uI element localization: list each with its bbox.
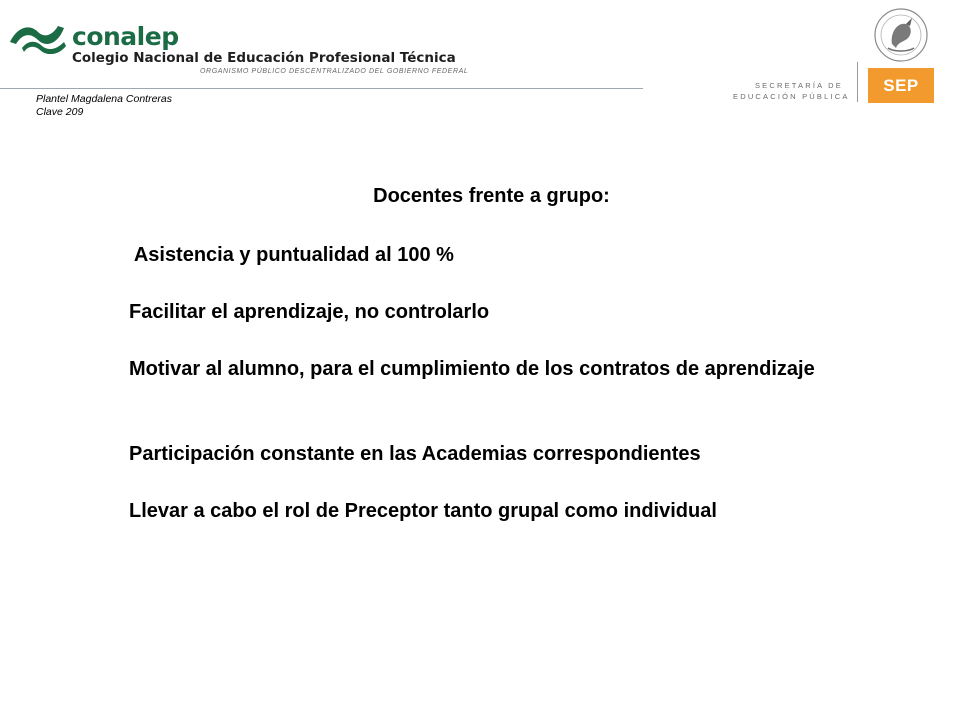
plantel-info	[36, 93, 172, 119]
header-divider	[0, 88, 643, 89]
sep-divider	[857, 62, 858, 102]
duty-item-facilitate: Facilitar el aprendizaje, no controlarlo	[129, 301, 490, 323]
duty-item-academies: Participación constante en las Academias correspondientes	[129, 443, 701, 465]
plantel-clave: Clave 209	[36, 106, 84, 118]
sep-badge: SEP	[868, 68, 934, 103]
duty-item-attendance: Asistencia y puntualidad al 100 %	[129, 244, 454, 266]
college-name: Colegio Nacional de Educación Profesional Técnica	[72, 50, 456, 66]
plantel-name: Plantel Magdalena Contreras	[36, 93, 172, 105]
duty-item-motivate: Motivar al alumno, para el cumplimiento de los contratos de aprendizaje	[129, 358, 815, 380]
content-title: Docentes frente a grupo:	[373, 185, 610, 207]
national-seal-icon	[868, 4, 934, 68]
conalep-logo-icon	[8, 18, 70, 54]
conalep-wordmark: conalep	[72, 22, 179, 51]
sep-line-2: EDUCACIÓN PÚBLICA	[733, 92, 850, 101]
college-subtitle: ORGANISMO PÚBLICO DESCENTRALIZADO DEL GOBIERNO FEDERAL	[200, 68, 469, 75]
duty-item-preceptor: Llevar a cabo el rol de Preceptor tanto grupal como individual	[129, 500, 717, 522]
sep-wordmark	[733, 80, 850, 102]
sep-line-1: SECRETARÍA DE	[754, 81, 843, 90]
